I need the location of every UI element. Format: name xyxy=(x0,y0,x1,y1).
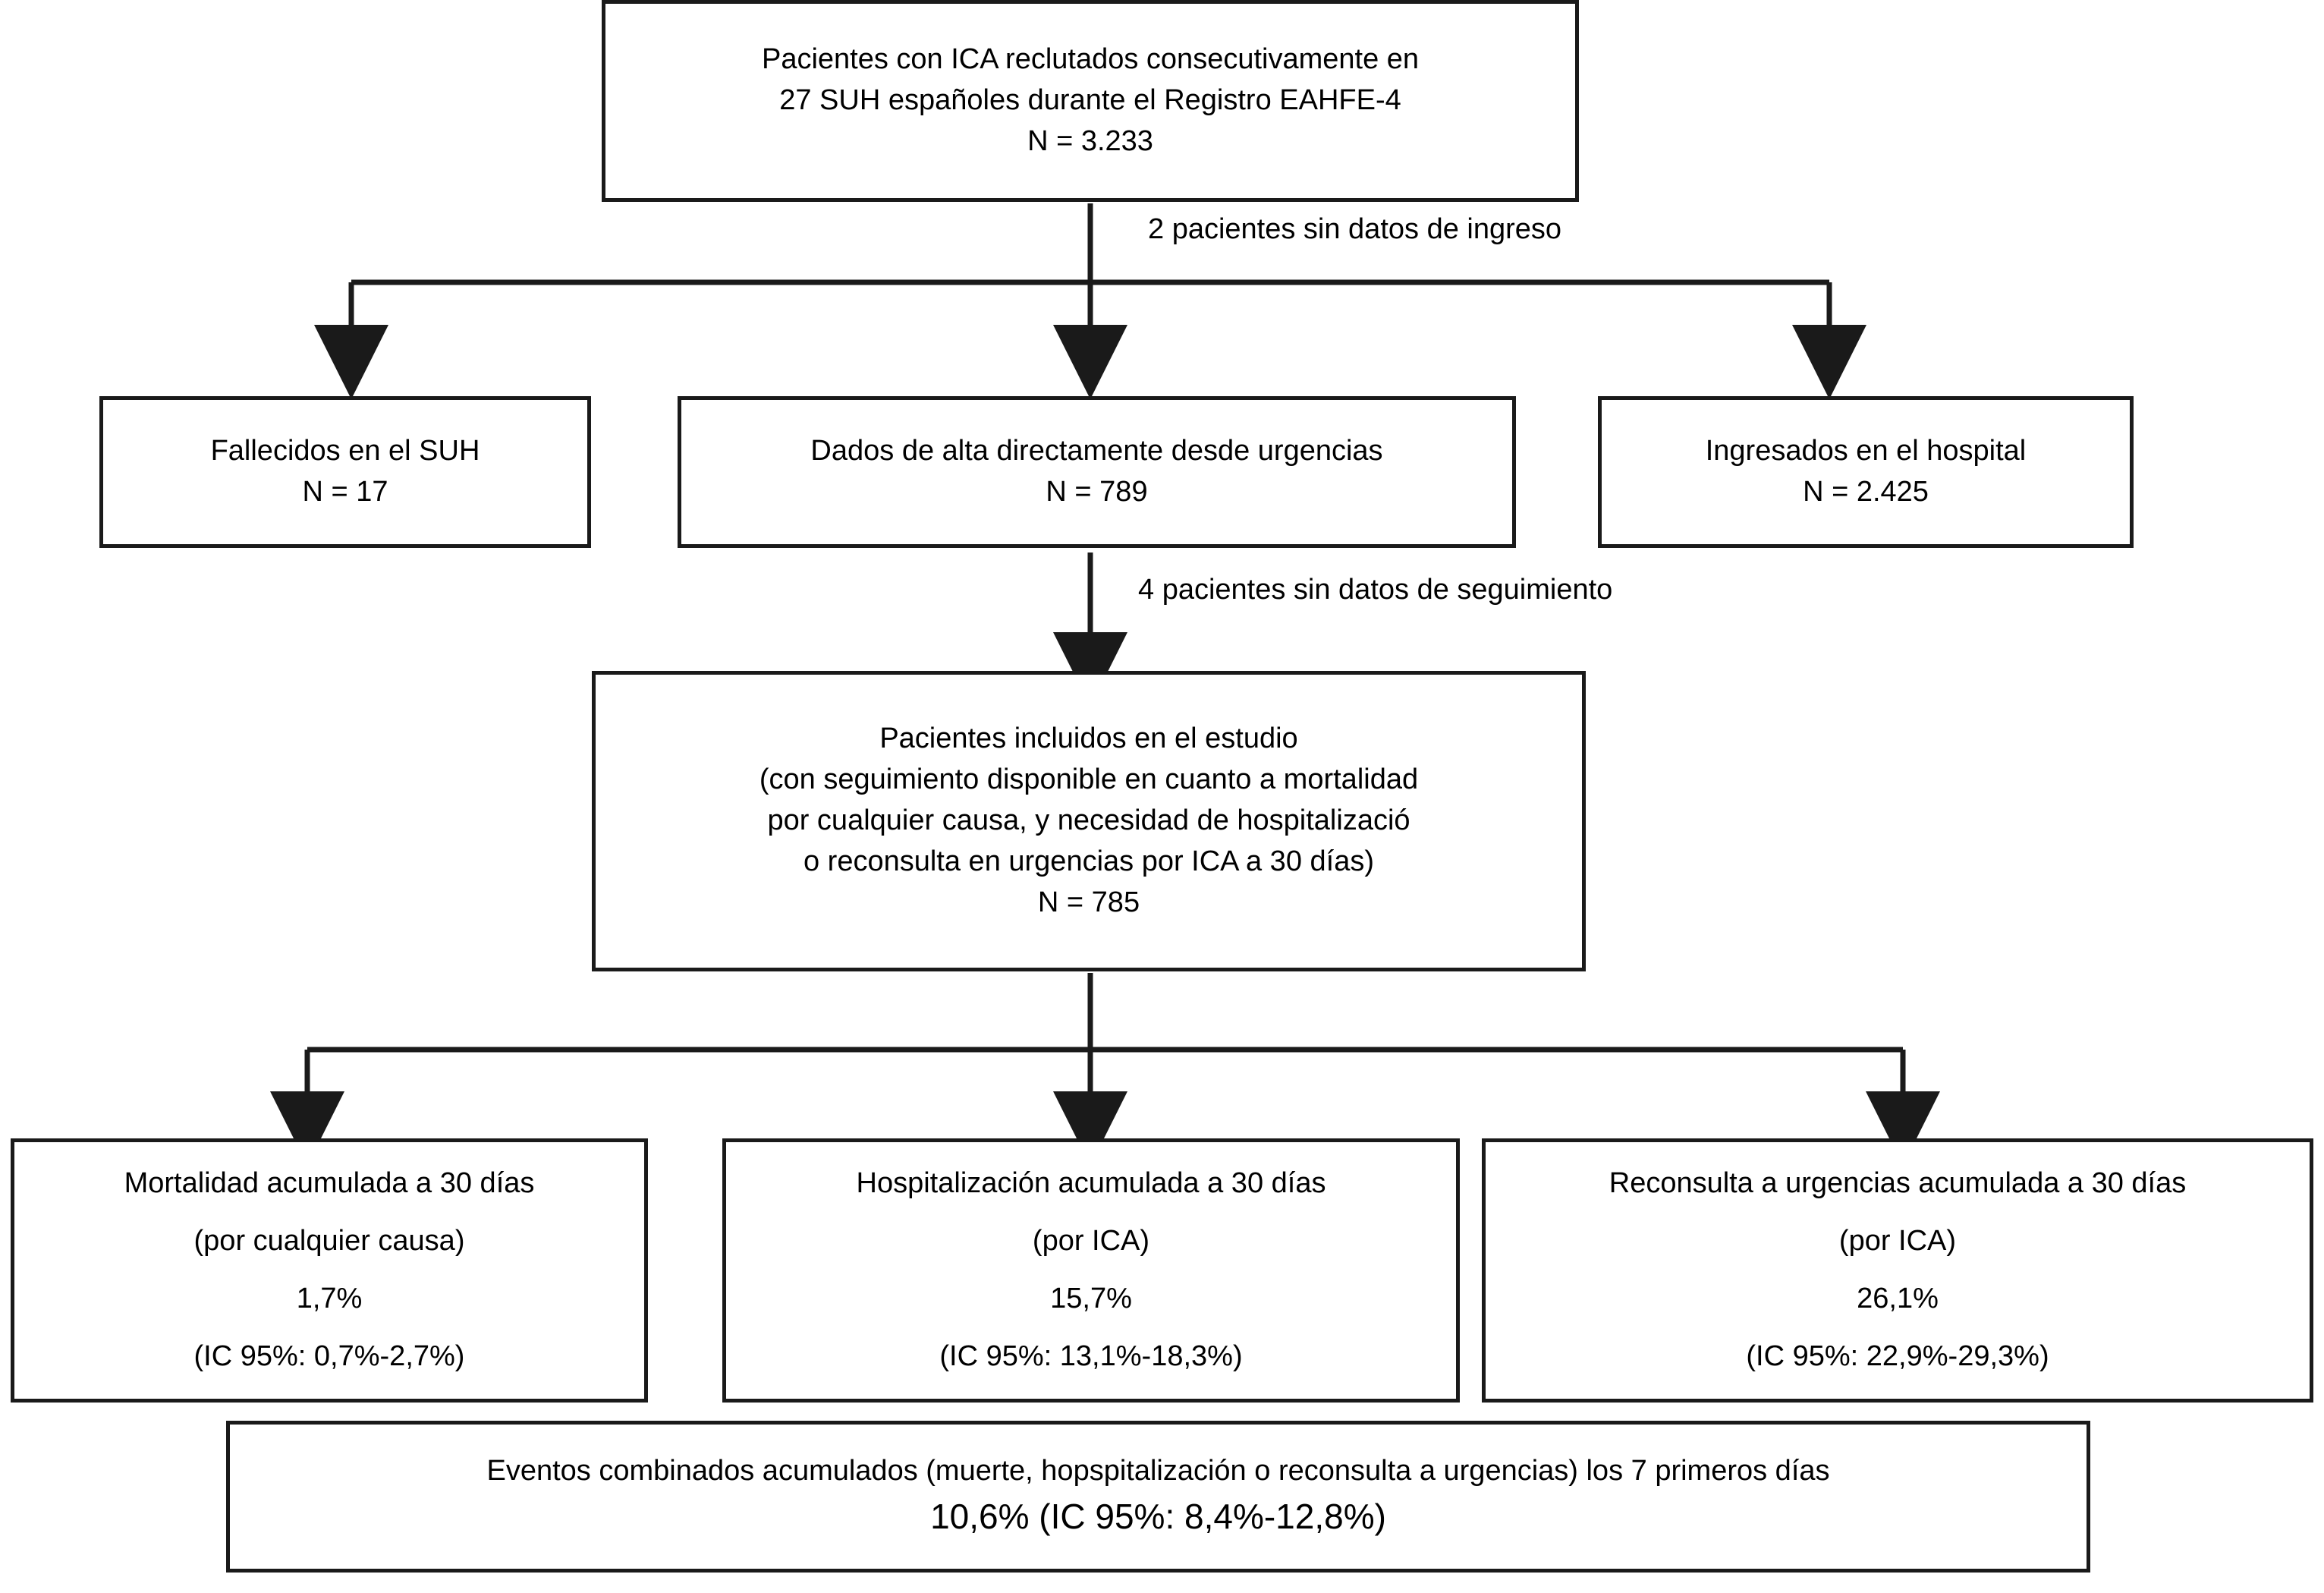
edge-label-no-followup-data: 4 pacientes sin datos de seguimiento xyxy=(1138,574,1613,606)
node-hospitalization xyxy=(722,1138,1460,1403)
node-hospitalization-line-2: (por ICA) xyxy=(1032,1225,1150,1258)
node-included-line-4: o reconsulta en urgencias por ICA a 30 días) xyxy=(803,845,1374,877)
node-source-line-2: 27 SUH españoles durante el Registro EAHFE-4 xyxy=(779,84,1401,117)
node-source-line-1: Pacientes con ICA reclutados consecutivamente en xyxy=(761,43,1420,76)
node-revisit-line-3: 26,1% xyxy=(1857,1283,1939,1314)
node-revisit-line-4: (IC 95%: 22,9%-29,3%) xyxy=(1746,1340,2049,1372)
node-discharged-ed-line-1: Dados de alta directamente desde urgencias xyxy=(810,435,1383,468)
node-admitted-line-1: Ingresados en el hospital xyxy=(1705,435,2027,468)
node-source-line-3: N = 3.233 xyxy=(1027,124,1153,157)
node-combined-events-line-2: 10,6% (IC 95%: 8,4%-12,8%) xyxy=(930,1497,1386,1537)
node-discharged-ed-line-2: N = 789 xyxy=(1046,476,1148,508)
node-died-ed xyxy=(99,396,591,548)
node-revisit xyxy=(1482,1138,2313,1403)
node-hospitalization-line-1: Hospitalización acumulada a 30 días xyxy=(856,1167,1326,1200)
node-admitted-line-2: N = 2.425 xyxy=(1803,476,1929,508)
node-died-ed-line-2: N = 17 xyxy=(302,476,388,508)
node-included-line-3: por cualquier causa, y necesidad de hospitalizació xyxy=(767,804,1410,837)
node-mortality-line-2: (por cualquier causa) xyxy=(193,1225,465,1258)
node-hospitalization-line-4: (IC 95%: 13,1%-18,3%) xyxy=(939,1340,1243,1372)
node-combined-events xyxy=(226,1421,2090,1573)
node-hospitalization-line-3: 15,7% xyxy=(1050,1283,1132,1314)
node-revisit-line-1: Reconsulta a urgencias acumulada a 30 días xyxy=(1609,1167,2187,1200)
node-discharged-ed xyxy=(678,396,1516,548)
node-died-ed-line-1: Fallecidos en el SUH xyxy=(210,435,480,468)
node-mortality-line-3: 1,7% xyxy=(296,1283,363,1314)
node-admitted xyxy=(1598,396,2134,548)
node-source xyxy=(602,0,1579,202)
node-included-line-5: N = 785 xyxy=(1037,886,1140,918)
node-mortality xyxy=(11,1138,648,1403)
node-combined-events-line-1: Eventos combinados acumulados (muerte, hopspitalización o reconsulta a urgencias) los 7 primeros días xyxy=(486,1455,1830,1488)
node-mortality-line-1: Mortalidad acumulada a 30 días xyxy=(124,1167,535,1200)
node-mortality-line-4: (IC 95%: 0,7%-2,7%) xyxy=(193,1340,465,1372)
node-included-line-1: Pacientes incluidos en el estudio xyxy=(879,723,1298,755)
node-included xyxy=(592,671,1586,971)
node-included-line-2: (con seguimiento disponible en cuanto a mortalidad xyxy=(759,763,1419,796)
edge-label-no-admission-data: 2 pacientes sin datos de ingreso xyxy=(1148,213,1562,245)
node-revisit-line-2: (por ICA) xyxy=(1838,1225,1957,1258)
